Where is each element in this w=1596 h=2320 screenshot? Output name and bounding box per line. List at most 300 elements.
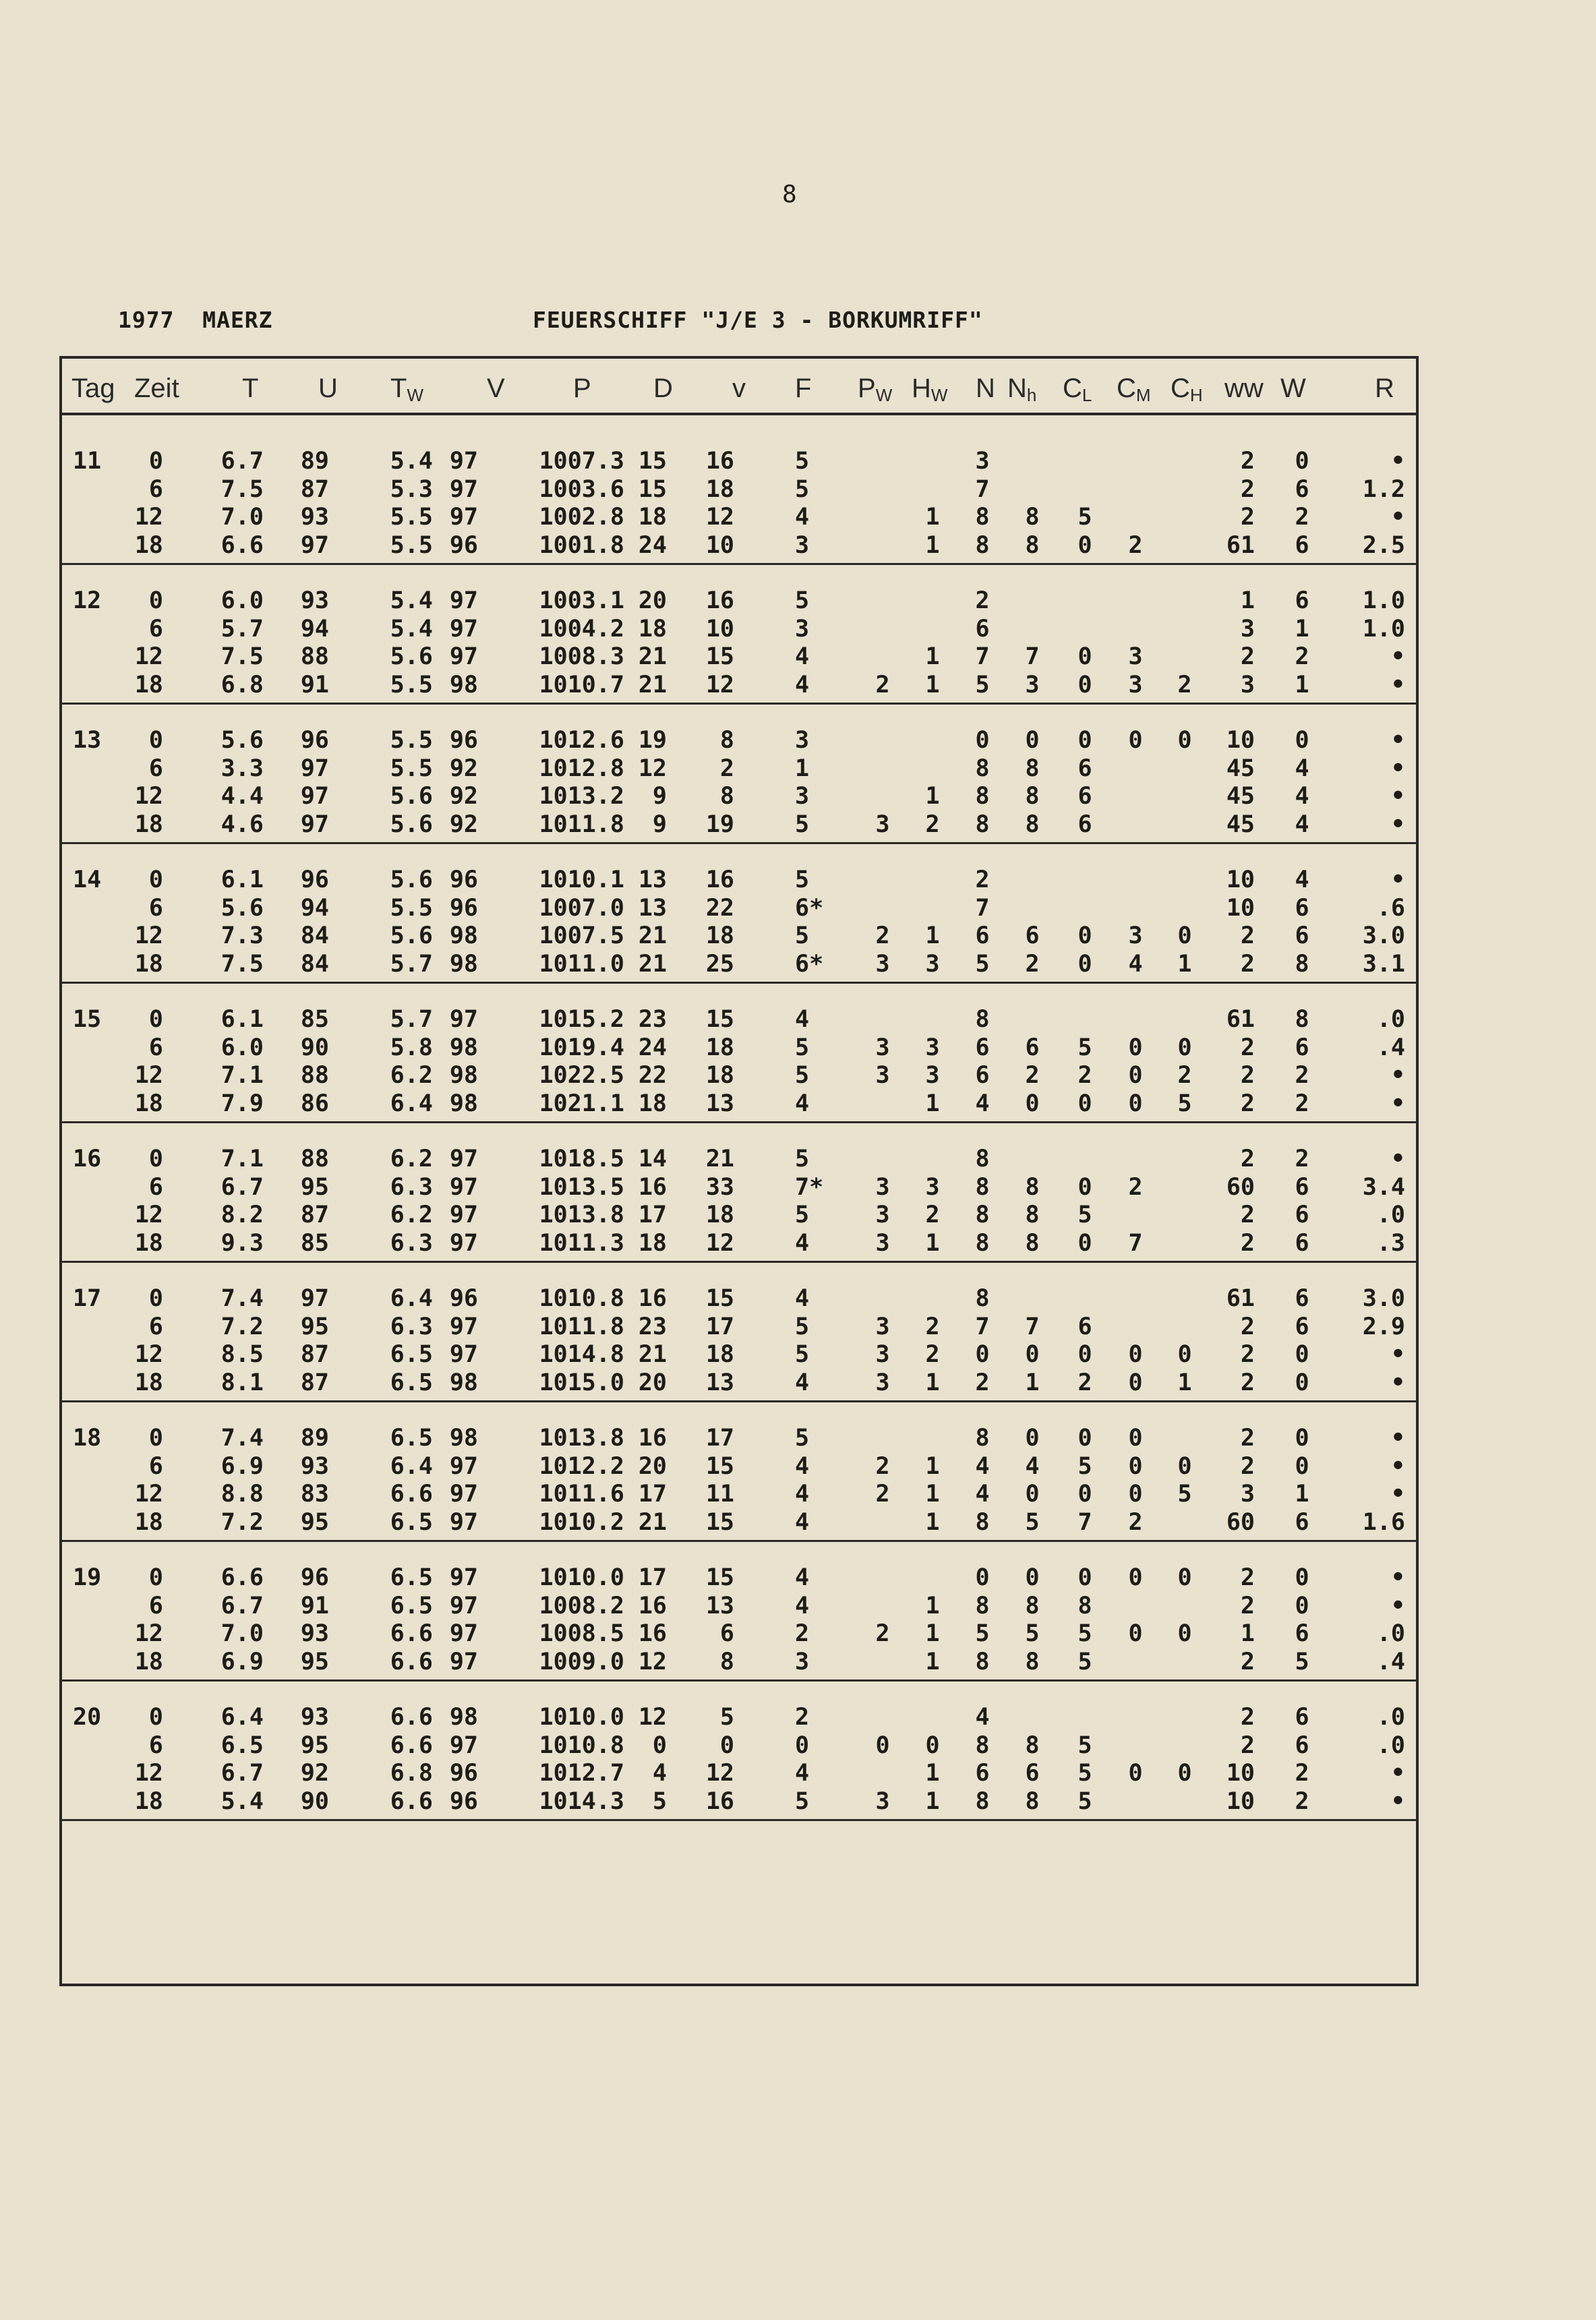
cell-cl: 7 bbox=[1077, 1508, 1092, 1536]
cell-f: 3 bbox=[795, 783, 810, 810]
col-header-pw bbox=[858, 374, 892, 406]
cell-nh: 8 bbox=[1025, 754, 1040, 782]
cell-f: 5 bbox=[795, 587, 810, 614]
cell-zeit: 0 bbox=[148, 587, 163, 614]
cell-ww: 3 bbox=[1240, 615, 1255, 643]
group-divider bbox=[62, 982, 1416, 984]
cell-nh: 8 bbox=[1025, 1648, 1040, 1675]
cell-r: • bbox=[1390, 866, 1405, 893]
cell-v: 97 bbox=[449, 643, 478, 670]
col-header-subscript: W bbox=[875, 385, 893, 405]
cell-n: 8 bbox=[975, 504, 990, 531]
col-header-label: Zeit bbox=[134, 374, 179, 403]
cell-v: 97 bbox=[449, 1229, 478, 1257]
cell-ww: 2 bbox=[1240, 1592, 1255, 1619]
cell-r: • bbox=[1390, 1787, 1405, 1815]
cell-tw: 5.4 bbox=[390, 587, 433, 614]
cell-r: • bbox=[1390, 1452, 1405, 1480]
cell-v: 33 bbox=[705, 1173, 734, 1201]
cell-n: 5 bbox=[975, 1620, 990, 1647]
cell-u: 86 bbox=[300, 1090, 329, 1117]
cell-f: 4 bbox=[795, 1090, 810, 1117]
cell-ch: 0 bbox=[1177, 1564, 1192, 1591]
cell-r: 3.0 bbox=[1362, 922, 1405, 949]
cell-w: 4 bbox=[1295, 754, 1309, 782]
cell-t: 6.7 bbox=[220, 1173, 264, 1201]
cell-v: 98 bbox=[449, 1369, 478, 1396]
cell-u: 91 bbox=[300, 671, 329, 698]
col-header-u bbox=[318, 374, 338, 404]
cell-cm: 0 bbox=[1128, 1090, 1143, 1117]
col-header-n bbox=[976, 374, 995, 404]
cell-w: 6 bbox=[1295, 1173, 1309, 1201]
col-header-label: v bbox=[732, 374, 746, 403]
cell-n: 8 bbox=[975, 1592, 990, 1619]
cell-f: 4 bbox=[795, 1592, 810, 1619]
cell-w: 1 bbox=[1295, 615, 1309, 643]
col-header-ww bbox=[1224, 374, 1264, 404]
cell-cl: 5 bbox=[1077, 1201, 1092, 1228]
cell-w: 6 bbox=[1295, 1704, 1309, 1731]
cell-zeit: 12 bbox=[134, 1201, 163, 1228]
cell-t: 7.5 bbox=[220, 475, 264, 503]
cell-zeit: 12 bbox=[134, 922, 163, 949]
cell-r: • bbox=[1390, 783, 1405, 810]
cell-ww: 2 bbox=[1240, 1090, 1255, 1117]
cell-p: 1003.6 bbox=[539, 475, 624, 503]
col-header-label: F bbox=[795, 374, 812, 403]
cell-ch: 2 bbox=[1177, 1062, 1192, 1089]
col-header-d bbox=[653, 374, 673, 404]
cell-hw: 1 bbox=[925, 643, 940, 670]
cell-u: 88 bbox=[300, 643, 329, 670]
cell-nh: 8 bbox=[1025, 1731, 1040, 1759]
cell-p: 1008.2 bbox=[539, 1592, 624, 1619]
cell-n: 8 bbox=[975, 1425, 990, 1452]
cell-f: 3 bbox=[795, 615, 810, 643]
cell-f: 5 bbox=[795, 1341, 810, 1368]
cell-p: 1013.5 bbox=[539, 1173, 624, 1201]
cell-pw: 2 bbox=[875, 671, 890, 698]
cell-zeit: 6 bbox=[148, 894, 163, 922]
cell-pw: 3 bbox=[875, 1341, 890, 1368]
cell-tw: 6.5 bbox=[390, 1564, 433, 1591]
col-header-label: P bbox=[573, 374, 591, 403]
cell-r: .3 bbox=[1376, 1229, 1405, 1257]
cell-hw: 1 bbox=[925, 1229, 940, 1257]
cell-cm: 7 bbox=[1128, 1229, 1143, 1257]
cell-r: • bbox=[1390, 1760, 1405, 1787]
group-divider bbox=[62, 1261, 1416, 1263]
cell-v: 16 bbox=[705, 1787, 734, 1815]
cell-d: 21 bbox=[638, 922, 667, 949]
cell-f: 4 bbox=[795, 1369, 810, 1396]
cell-pw: 3 bbox=[875, 810, 890, 838]
cell-w: 6 bbox=[1295, 1620, 1309, 1647]
cell-d: 20 bbox=[638, 1369, 667, 1396]
cell-r: • bbox=[1390, 810, 1405, 838]
cell-pw: 0 bbox=[875, 1731, 890, 1759]
cell-d: 0 bbox=[652, 1731, 667, 1759]
cell-r: • bbox=[1390, 1369, 1405, 1396]
cell-r: .0 bbox=[1376, 1620, 1405, 1647]
cell-w: 6 bbox=[1295, 1731, 1309, 1759]
cell-n: 2 bbox=[975, 587, 990, 614]
cell-v: 2 bbox=[719, 754, 734, 782]
cell-zeit: 12 bbox=[134, 504, 163, 531]
cell-v: 96 bbox=[449, 531, 478, 559]
cell-hw: 2 bbox=[925, 1313, 940, 1340]
cell-hw: 1 bbox=[925, 531, 940, 559]
cell-n: 8 bbox=[975, 754, 990, 782]
cell-u: 87 bbox=[300, 1201, 329, 1228]
cell-ww: 10 bbox=[1226, 894, 1255, 922]
cell-u: 90 bbox=[300, 1034, 329, 1061]
cell-p: 1010.7 bbox=[539, 671, 624, 698]
cell-u: 84 bbox=[300, 922, 329, 949]
cell-n: 6 bbox=[975, 615, 990, 643]
cell-zeit: 6 bbox=[148, 1731, 163, 1759]
cell-u: 96 bbox=[300, 727, 329, 754]
cell-p: 1007.3 bbox=[539, 448, 624, 475]
cell-n: 8 bbox=[975, 1731, 990, 1759]
cell-nh: 0 bbox=[1025, 1564, 1040, 1591]
cell-nh: 2 bbox=[1025, 1062, 1040, 1089]
cell-p: 1011.6 bbox=[539, 1481, 624, 1508]
cell-v: 11 bbox=[705, 1481, 734, 1508]
group-divider bbox=[62, 1121, 1416, 1123]
cell-d: 17 bbox=[638, 1201, 667, 1228]
col-header-label: N bbox=[1007, 374, 1027, 403]
cell-v: 18 bbox=[705, 475, 734, 503]
cell-p: 1013.8 bbox=[539, 1201, 624, 1228]
col-header-label: C bbox=[1063, 374, 1082, 403]
cell-v: 97 bbox=[449, 587, 478, 614]
cell-pw: 3 bbox=[875, 950, 890, 978]
col-header-label: U bbox=[318, 374, 338, 403]
cell-ww: 2 bbox=[1240, 1452, 1255, 1480]
cell-nh: 0 bbox=[1025, 727, 1040, 754]
cell-v: 12 bbox=[705, 504, 734, 531]
cell-w: 8 bbox=[1295, 950, 1309, 978]
cell-cl: 5 bbox=[1077, 1648, 1092, 1675]
cell-p: 1021.1 bbox=[539, 1090, 624, 1117]
cell-cl: 0 bbox=[1077, 1425, 1092, 1452]
cell-cm: 0 bbox=[1128, 1425, 1143, 1452]
cell-zeit: 0 bbox=[148, 1146, 163, 1172]
cell-d: 17 bbox=[638, 1564, 667, 1591]
cell-nh: 6 bbox=[1025, 1760, 1040, 1787]
cell-ww: 10 bbox=[1226, 1787, 1255, 1815]
col-header-subscript: h bbox=[1026, 385, 1037, 405]
cell-n: 4 bbox=[975, 1704, 990, 1731]
cell-ww: 1 bbox=[1240, 587, 1255, 614]
cell-t: 6.0 bbox=[220, 1034, 264, 1061]
day-tag: 19 bbox=[73, 1564, 102, 1591]
cell-zeit: 0 bbox=[148, 1564, 163, 1591]
cell-f: 5 bbox=[795, 1313, 810, 1340]
cell-f: 5 bbox=[795, 1787, 810, 1815]
cell-ch: 0 bbox=[1177, 1760, 1192, 1787]
cell-hw: 1 bbox=[925, 1090, 940, 1117]
cell-v: 18 bbox=[705, 1201, 734, 1228]
cell-r: 1.0 bbox=[1362, 587, 1405, 614]
cell-v: 13 bbox=[705, 1090, 734, 1117]
cell-r: • bbox=[1390, 1481, 1405, 1508]
cell-t: 4.6 bbox=[220, 810, 264, 838]
cell-f: 2 bbox=[795, 1704, 810, 1731]
cell-v: 98 bbox=[449, 1034, 478, 1061]
cell-n: 8 bbox=[975, 1201, 990, 1228]
cell-hw: 1 bbox=[925, 504, 940, 531]
cell-cm: 0 bbox=[1128, 1564, 1143, 1591]
cell-v: 19 bbox=[705, 810, 734, 838]
cell-f: 5 bbox=[795, 475, 810, 503]
cell-hw: 1 bbox=[925, 1787, 940, 1815]
cell-ww: 1 bbox=[1240, 1620, 1255, 1647]
cell-p: 1014.3 bbox=[539, 1787, 624, 1815]
cell-f: 6* bbox=[795, 894, 824, 922]
cell-cl: 2 bbox=[1077, 1062, 1092, 1089]
cell-ch: 0 bbox=[1177, 1341, 1192, 1368]
cell-cm: 0 bbox=[1128, 1062, 1143, 1089]
cell-r: 3.1 bbox=[1362, 950, 1405, 978]
col-header-w bbox=[1280, 374, 1306, 404]
cell-u: 97 bbox=[300, 810, 329, 838]
cell-ww: 2 bbox=[1240, 1564, 1255, 1591]
cell-tw: 5.8 bbox=[390, 1034, 433, 1061]
cell-r: • bbox=[1390, 1341, 1405, 1368]
cell-zeit: 18 bbox=[134, 1648, 163, 1675]
cell-n: 8 bbox=[975, 1146, 990, 1172]
cell-tw: 5.5 bbox=[390, 504, 433, 531]
cell-v: 97 bbox=[449, 1146, 478, 1172]
cell-t: 6.7 bbox=[220, 1760, 264, 1787]
cell-r: • bbox=[1390, 1146, 1405, 1172]
cell-pw: 3 bbox=[875, 1062, 890, 1089]
cell-cl: 0 bbox=[1077, 531, 1092, 559]
cell-t: 7.5 bbox=[220, 950, 264, 978]
cell-w: 2 bbox=[1295, 1090, 1309, 1117]
cell-tw: 6.2 bbox=[390, 1201, 433, 1228]
day-tag: 17 bbox=[73, 1285, 102, 1312]
cell-w: 4 bbox=[1295, 810, 1309, 838]
cell-d: 21 bbox=[638, 1508, 667, 1536]
col-header-label: P bbox=[858, 374, 876, 403]
cell-d: 9 bbox=[652, 810, 667, 838]
cell-hw: 3 bbox=[925, 1062, 940, 1089]
cell-u: 93 bbox=[300, 1452, 329, 1480]
cell-f: 4 bbox=[795, 1564, 810, 1591]
cell-pw: 3 bbox=[875, 1369, 890, 1396]
cell-v: 12 bbox=[705, 1229, 734, 1257]
cell-t: 6.7 bbox=[220, 1592, 264, 1619]
cell-hw: 1 bbox=[925, 671, 940, 698]
cell-tw: 5.3 bbox=[390, 475, 433, 503]
cell-nh: 6 bbox=[1025, 922, 1040, 949]
cell-r: .4 bbox=[1376, 1648, 1405, 1675]
group-divider bbox=[62, 563, 1416, 565]
cell-zeit: 12 bbox=[134, 783, 163, 810]
cell-v: 5 bbox=[719, 1704, 734, 1731]
cell-t: 7.2 bbox=[220, 1313, 264, 1340]
cell-u: 97 bbox=[300, 1285, 329, 1312]
cell-n: 8 bbox=[975, 1229, 990, 1257]
cell-w: 6 bbox=[1295, 1229, 1309, 1257]
cell-n: 6 bbox=[975, 922, 990, 949]
cell-u: 97 bbox=[300, 531, 329, 559]
cell-v: 98 bbox=[449, 950, 478, 978]
cell-d: 21 bbox=[638, 643, 667, 670]
cell-tw: 5.5 bbox=[390, 671, 433, 698]
cell-n: 8 bbox=[975, 1648, 990, 1675]
cell-f: 4 bbox=[795, 1508, 810, 1536]
cell-zeit: 0 bbox=[148, 1006, 163, 1033]
cell-p: 1004.2 bbox=[539, 615, 624, 643]
cell-r: 1.6 bbox=[1362, 1508, 1405, 1536]
cell-r: • bbox=[1390, 1564, 1405, 1591]
cell-ww: 61 bbox=[1226, 1285, 1255, 1312]
cell-u: 87 bbox=[300, 475, 329, 503]
cell-t: 6.1 bbox=[220, 866, 264, 893]
cell-cm: 0 bbox=[1128, 1760, 1143, 1787]
cell-t: 9.3 bbox=[220, 1229, 264, 1257]
cell-v: 21 bbox=[705, 1146, 734, 1172]
cell-ww: 45 bbox=[1226, 810, 1255, 838]
cell-n: 6 bbox=[975, 1062, 990, 1089]
cell-r: • bbox=[1390, 448, 1405, 475]
cell-p: 1022.5 bbox=[539, 1062, 624, 1089]
cell-cl: 0 bbox=[1077, 922, 1092, 949]
cell-ww: 2 bbox=[1240, 643, 1255, 670]
cell-v: 17 bbox=[705, 1425, 734, 1452]
cell-p: 1001.8 bbox=[539, 531, 624, 559]
cell-tw: 6.2 bbox=[390, 1146, 433, 1172]
cell-w: 4 bbox=[1295, 783, 1309, 810]
cell-ww: 2 bbox=[1240, 1313, 1255, 1340]
cell-w: 6 bbox=[1295, 1285, 1309, 1312]
cell-t: 7.0 bbox=[220, 1620, 264, 1647]
cell-v: 96 bbox=[449, 727, 478, 754]
cell-ww: 10 bbox=[1226, 1760, 1255, 1787]
cell-ww: 2 bbox=[1240, 448, 1255, 475]
col-header-label: T bbox=[390, 374, 407, 403]
cell-p: 1008.3 bbox=[539, 643, 624, 670]
cell-pw: 3 bbox=[875, 1313, 890, 1340]
cell-cm: 3 bbox=[1128, 922, 1143, 949]
cell-zeit: 6 bbox=[148, 1173, 163, 1201]
cell-hw: 3 bbox=[925, 1173, 940, 1201]
cell-t: 7.1 bbox=[220, 1062, 264, 1089]
cell-f: 3 bbox=[795, 1648, 810, 1675]
cell-r: • bbox=[1390, 643, 1405, 670]
cell-u: 96 bbox=[300, 1564, 329, 1591]
cell-nh: 4 bbox=[1025, 1452, 1040, 1480]
cell-cl: 0 bbox=[1077, 1090, 1092, 1117]
cell-tw: 5.5 bbox=[390, 727, 433, 754]
cell-nh: 8 bbox=[1025, 1173, 1040, 1201]
cell-d: 12 bbox=[638, 1648, 667, 1675]
cell-v: 97 bbox=[449, 1508, 478, 1536]
cell-hw: 1 bbox=[925, 1369, 940, 1396]
col-header-label: W bbox=[1280, 374, 1306, 403]
cell-p: 1007.5 bbox=[539, 922, 624, 949]
col-header-label: Tag bbox=[71, 374, 115, 403]
cell-d: 16 bbox=[638, 1425, 667, 1452]
cell-tw: 6.3 bbox=[390, 1229, 433, 1257]
day-tag: 20 bbox=[73, 1704, 102, 1731]
cell-tw: 6.6 bbox=[390, 1648, 433, 1675]
cell-t: 8.2 bbox=[220, 1201, 264, 1228]
cell-v: 97 bbox=[449, 1592, 478, 1619]
cell-tw: 5.7 bbox=[390, 950, 433, 978]
cell-nh: 8 bbox=[1025, 783, 1040, 810]
cell-cm: 0 bbox=[1128, 1034, 1143, 1061]
cell-v: 98 bbox=[449, 922, 478, 949]
cell-ww: 2 bbox=[1240, 1704, 1255, 1731]
cell-zeit: 6 bbox=[148, 615, 163, 643]
cell-cl: 5 bbox=[1077, 504, 1092, 531]
cell-f: 5 bbox=[795, 922, 810, 949]
cell-cl: 0 bbox=[1077, 671, 1092, 698]
cell-p: 1011.8 bbox=[539, 810, 624, 838]
cell-r: 3.0 bbox=[1362, 1285, 1405, 1312]
cell-t: 7.2 bbox=[220, 1508, 264, 1536]
cell-w: 0 bbox=[1295, 727, 1309, 754]
cell-t: 7.4 bbox=[220, 1425, 264, 1452]
cell-cm: 2 bbox=[1128, 1173, 1143, 1201]
cell-zeit: 12 bbox=[134, 1620, 163, 1647]
cell-v: 98 bbox=[449, 1090, 478, 1117]
cell-tw: 6.4 bbox=[390, 1452, 433, 1480]
col-header-subscript: M bbox=[1135, 385, 1151, 405]
cell-zeit: 6 bbox=[148, 475, 163, 503]
cell-t: 3.3 bbox=[220, 754, 264, 782]
cell-zeit: 6 bbox=[148, 1034, 163, 1061]
cell-t: 6.9 bbox=[220, 1648, 264, 1675]
cell-u: 84 bbox=[300, 950, 329, 978]
cell-pw: 3 bbox=[875, 1034, 890, 1061]
cell-pw: 2 bbox=[875, 1620, 890, 1647]
cell-zeit: 18 bbox=[134, 1508, 163, 1536]
cell-pw: 2 bbox=[875, 1481, 890, 1508]
cell-v: 17 bbox=[705, 1313, 734, 1340]
cell-v: 18 bbox=[705, 1341, 734, 1368]
cell-v: 12 bbox=[705, 671, 734, 698]
cell-zeit: 0 bbox=[148, 866, 163, 893]
cell-d: 22 bbox=[638, 1062, 667, 1089]
cell-n: 8 bbox=[975, 1173, 990, 1201]
col-header-zeit bbox=[134, 374, 179, 404]
cell-tw: 6.4 bbox=[390, 1285, 433, 1312]
cell-f: 5 bbox=[795, 866, 810, 893]
cell-zeit: 0 bbox=[148, 1704, 163, 1731]
cell-v: 97 bbox=[449, 1620, 478, 1647]
cell-tw: 6.3 bbox=[390, 1173, 433, 1201]
col-header-v bbox=[732, 374, 746, 404]
cell-v: 15 bbox=[705, 1508, 734, 1536]
cell-n: 7 bbox=[975, 894, 990, 922]
group-divider bbox=[62, 1679, 1416, 1682]
cell-hw: 1 bbox=[925, 1648, 940, 1675]
cell-t: 7.3 bbox=[220, 922, 264, 949]
cell-r: • bbox=[1390, 1425, 1405, 1452]
cell-tw: 5.6 bbox=[390, 643, 433, 670]
cell-v: 96 bbox=[449, 866, 478, 893]
cell-n: 6 bbox=[975, 1034, 990, 1061]
cell-d: 18 bbox=[638, 1090, 667, 1117]
cell-cm: 0 bbox=[1128, 1369, 1143, 1396]
